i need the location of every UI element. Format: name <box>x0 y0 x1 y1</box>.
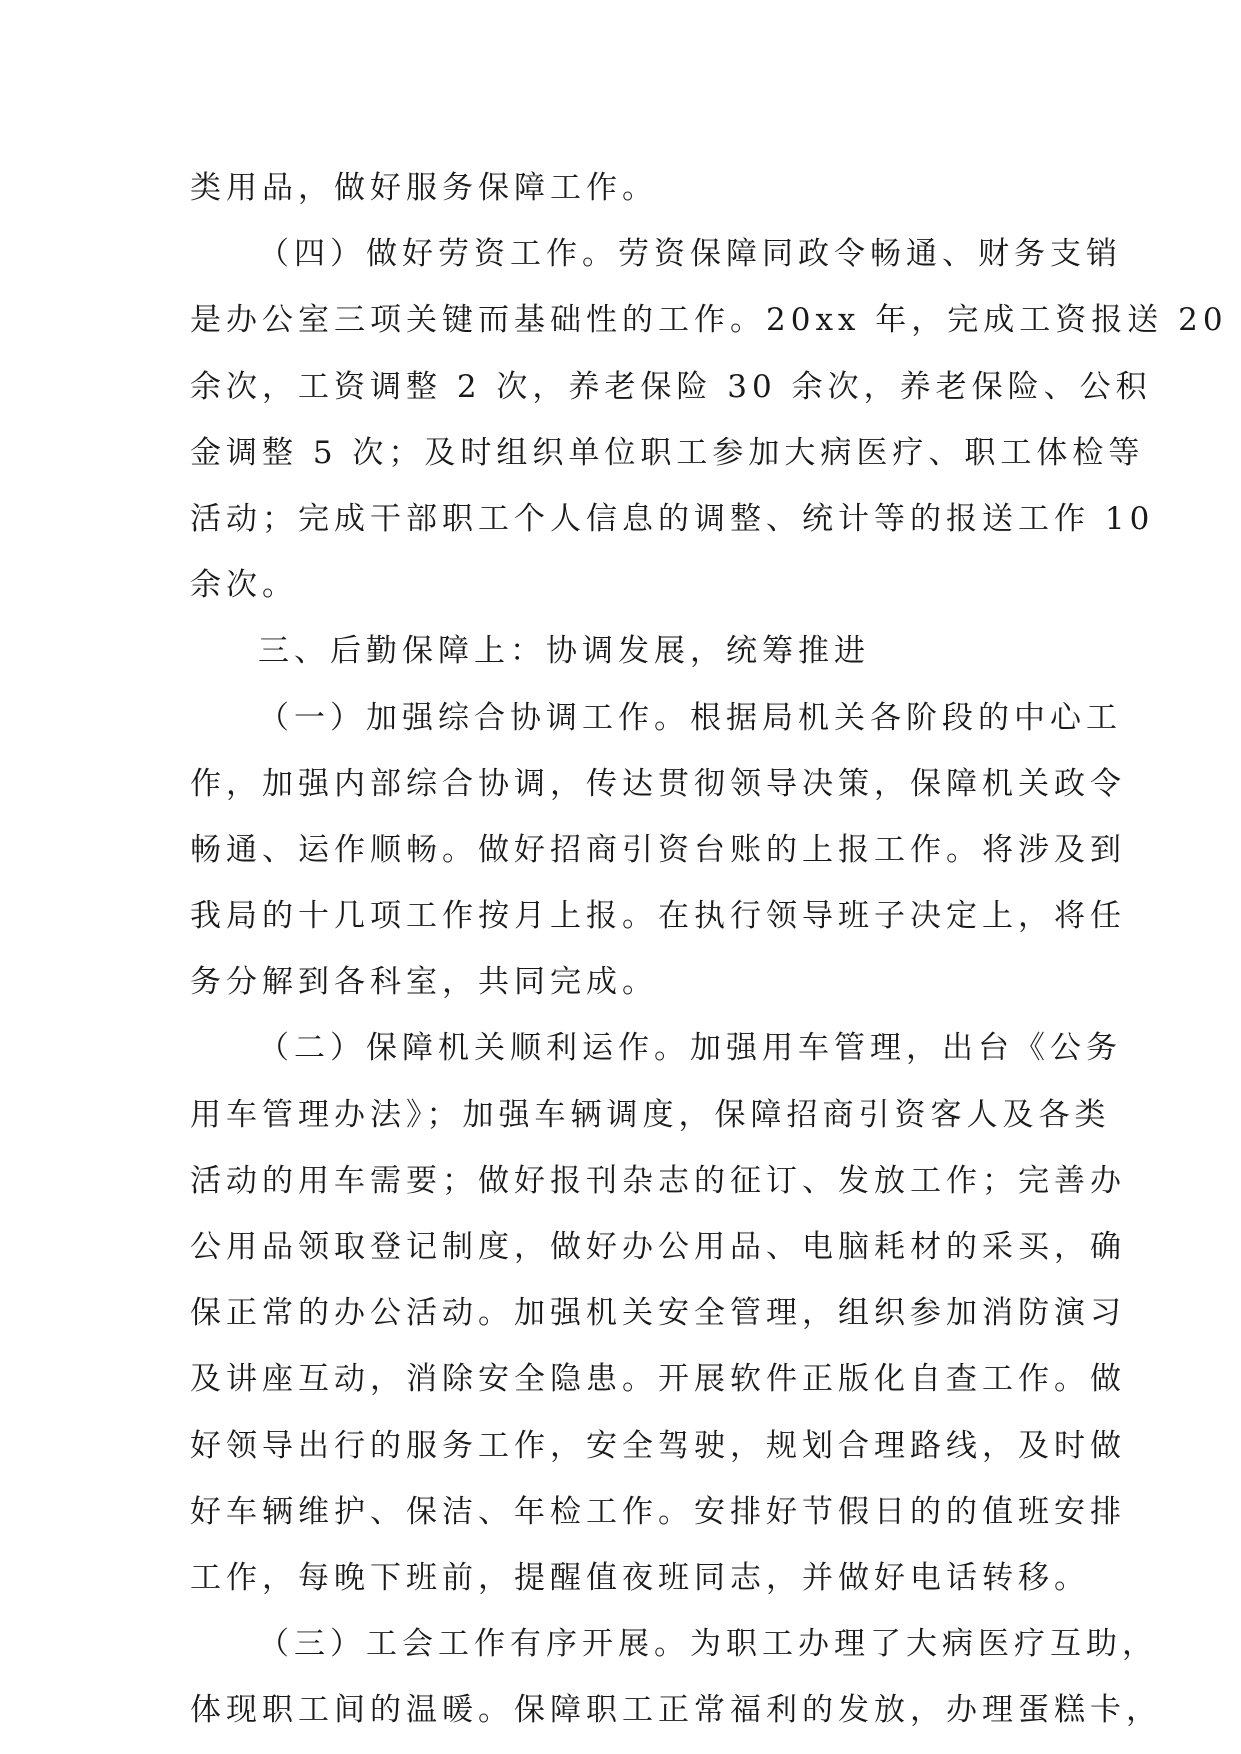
body-text <box>190 155 1228 1744</box>
text-line: 金调整 5 次；及时组织单位职工参加大病医疗、职工体检等 <box>190 434 1145 471</box>
text-line: （一）加强综合协调工作。根据局机关各阶段的中心工 <box>258 699 1122 736</box>
text-line: 工作，每晚下班前，提醒值夜班同志，并做好电话转移。 <box>190 1559 1090 1596</box>
text-line: 公用品领取登记制度，做好办公用品、电脑耗材的采买，确 <box>190 1229 1126 1265</box>
text-line: （四）做好劳资工作。劳资保障同政令畅通、财务支销 <box>258 236 1122 273</box>
text-line: 活动的用车需要；做好报刊杂志的征订、发放工作；完善办 <box>190 1162 1126 1199</box>
text-line: （三）工会工作有序开展。为职工办理了大病医疗互助， <box>258 1626 1158 1663</box>
text-line: 是办公室三项关键而基础性的工作。20xx 年，完成工资报送 20 <box>190 302 1228 339</box>
text-line: 体现职工间的温暖。保障职工正常福利的发放，办理蛋糕卡， <box>190 1692 1162 1729</box>
text-line: 我局的十几项工作按月上报。在执行领导班子决定上，将任 <box>190 898 1126 935</box>
text-line: 活动；完成干部职工个人信息的调整、统计等的报送工作 10 <box>190 500 1155 537</box>
text-line: 务分解到各科室，共同完成。 <box>190 964 658 1001</box>
section-heading: 三、后勤保障上：协调发展，统筹推进 <box>258 633 870 670</box>
text-line: 好领导出行的服务工作，安全驾驶，规划合理路线，及时做 <box>190 1427 1126 1464</box>
text-line: 及讲座互动，消除安全隐患。开展软件正版化自查工作。做 <box>190 1361 1126 1398</box>
text-line: 畅通、运作顺畅。做好招商引资台账的上报工作。将涉及到 <box>190 831 1126 868</box>
text-line: 余次，工资调整 2 次，养老保险 30 余次，养老保险、公积 <box>190 368 1152 405</box>
text-line: 用车管理办法》；加强车辆调度，保障招商引资客人及各类 <box>190 1096 1111 1133</box>
text-line: 作，加强内部综合协调，传达贯彻领导决策，保障机关政令 <box>190 765 1126 802</box>
text-line: 好车辆维护、保洁、年检工作。安排好节假日的的值班安排 <box>190 1493 1126 1530</box>
text-line: 类用品，做好服务保障工作。 <box>190 170 658 206</box>
text-line: 余次。 <box>190 567 298 604</box>
text-line: 保正常的办公活动。加强机关安全管理，组织参加消防演习 <box>190 1295 1126 1332</box>
text-line: （二）保障机关顺利运作。加强用车管理，出台《公务 <box>258 1030 1122 1067</box>
